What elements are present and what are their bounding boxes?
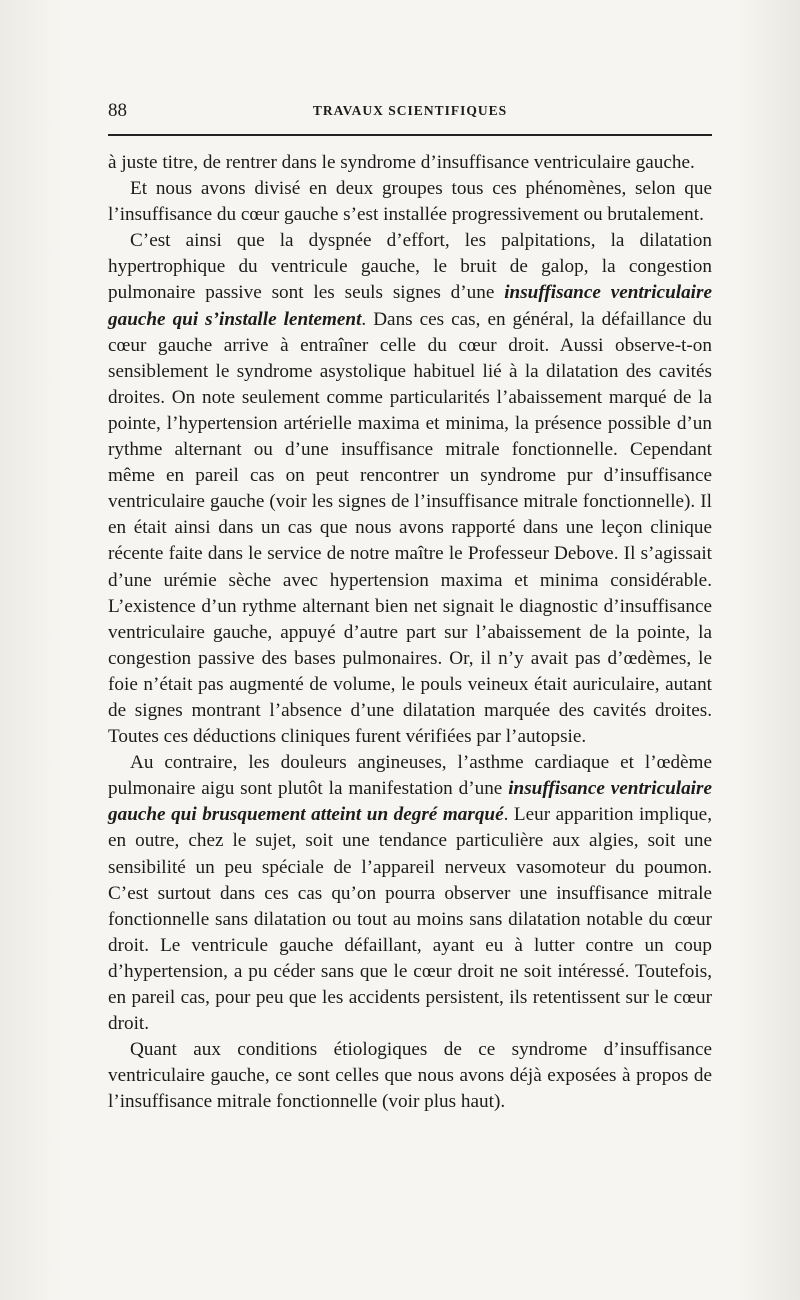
emphasis-text: insuffisance ventriculaire gauche qui s’installe lentement [108, 282, 712, 330]
page-number: 88 [108, 100, 127, 121]
text-segment: . Dans ces cas, en général, la défaillance du cœur gauche arrive à entraîner celle du cœur droit. Aussi observe-t-on sensiblement le syndrome asystolique habituel lié à la dilatation des cavités droites. On note seulement comme particularités l’abaissement marqué de la pointe, l’hypertension artérielle maxima et minima, la présence possible d’un rythme alternant ou d’une insuffisance mitrale fonctionnelle. Cependant même en pareil cas on peut rencontrer un syndrome pur d’insuffisance ventriculaire gauche (voir les signes de l’insuffisance mitrale fonctionnelle). Il en était ainsi dans un cas que nous avons rapporté dans une leçon clinique récente faite dans le service de notre maître le Professeur Debove. Il s’agissait d’une urémie sèche avec hypertension maxima et minima considérable. L’existence d’un rythme alternant bien net signait le diagnostic d’insuffisance ventriculaire gauche, appuyé d’autre part sur l’abaissement de la pointe, la congestion passive des bases pulmonaires. Or, il n’y avait pas d’œdèmes, le foie n’était pas augmenté de volume, le pouls veineux était auriculaire, autant de signes montrant l’absence d’une dilatation marquée des cavités droites. Toutes ces déductions cliniques furent vérifiées par l’autopsie. [108, 308, 712, 748]
page-header [108, 100, 712, 124]
text-segment: Quant aux conditions étiologiques de ce syndrome d’insuffisance ventriculaire gauche, ce sont celles que nous avons déjà exposées à propos de l’insuffisance mitrale fonctionnelle (voir plus haut). [108, 1039, 712, 1113]
emphasis-text: insuffisance ventriculaire gauche qui brusquement atteint un degré marqué [108, 778, 712, 826]
text-segment: C’est ainsi que la dyspnée d’effort, les palpitations, la dilatation hypertrophique du ventricule gauche, le bruit de galop, la congestion pulmonaire passive sont les seuls signes d’une [108, 230, 712, 304]
text-segment: Au contraire, les douleurs angineuses, l’asthme cardiaque et l’œdème pulmonaire aigu sont plutôt la manifestation d’une [108, 752, 712, 800]
paragraph [108, 750, 712, 1037]
running-title: TRAVAUX SCIENTIFIQUES [312, 103, 508, 118]
paragraph [108, 176, 712, 228]
text-segment: Et nous avons divisé en deux groupes tous ces phénomènes, selon que l’insuffisance du cœur gauche s’est installée progressivement ou brutalement. [108, 178, 712, 226]
paragraph [108, 1037, 712, 1115]
paragraph [108, 228, 712, 750]
text-segment: à juste titre, de rentrer dans le syndrome d’insuffisance ventriculaire gauche. [108, 152, 695, 173]
body-text [108, 150, 712, 1115]
header-rule [108, 134, 712, 136]
text-segment: . Leur apparition implique, en outre, chez le sujet, soit une tendance particulière aux algies, soit une sensibilité un peu spéciale de l’appareil nerveux vasomoteur du poumon. C’est surtout dans ces cas qu’on pourra observer une insuffisance mitrale fonctionnelle sans dilatation ou tout au moins sans dilatation notable du cœur droit. Le ventricule gauche défaillant, ayant eu à lutter contre un coup d’hypertension, a pu céder sans que le cœur droit ne soit intéressé. Toutefois, en pareil cas, pour peu que les accidents persistent, ils retentissent sur le cœur droit. [108, 804, 712, 1035]
paragraph [108, 150, 712, 176]
